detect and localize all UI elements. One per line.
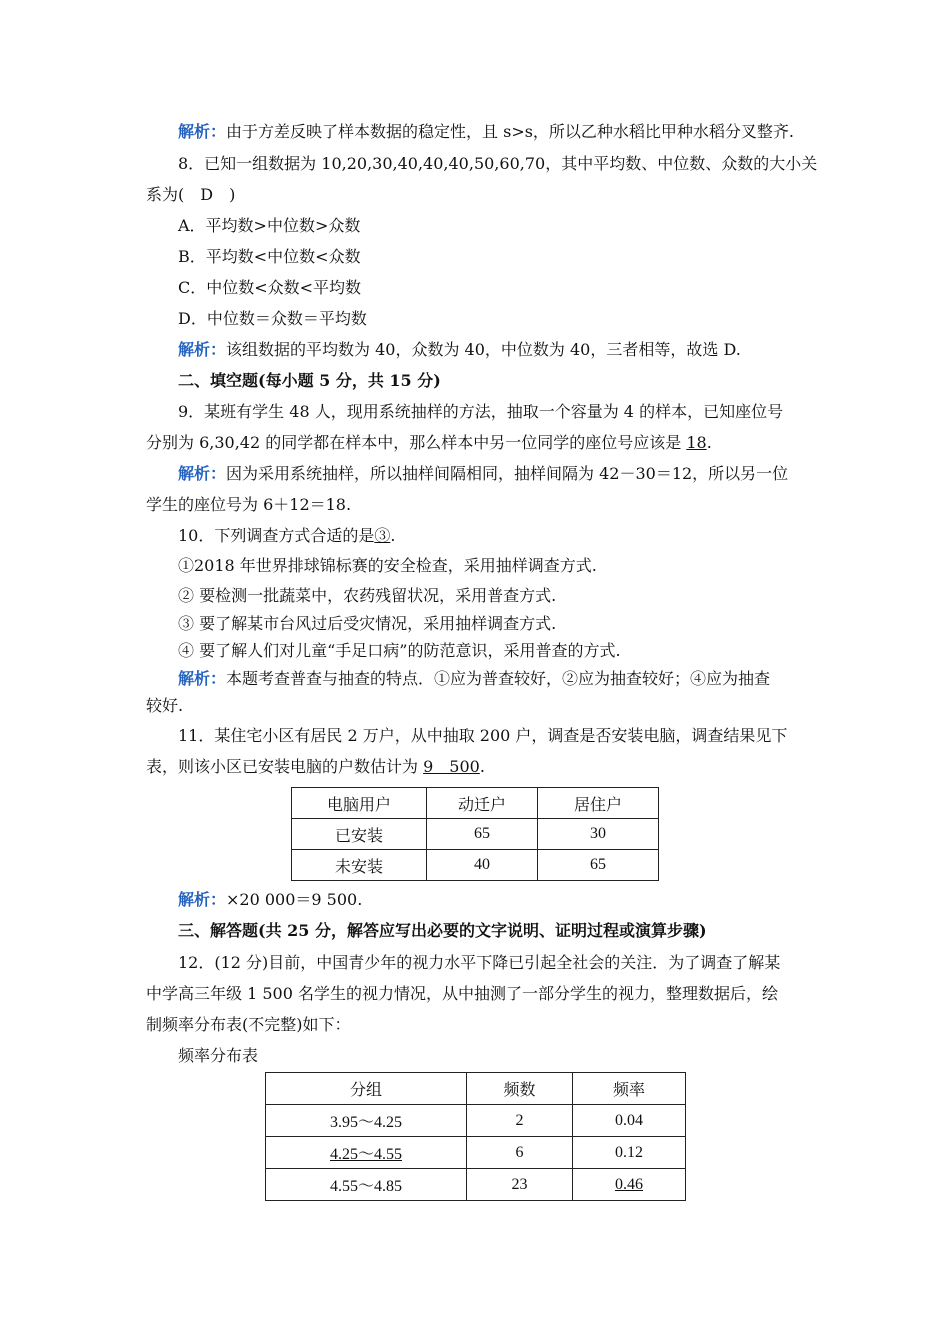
table-header-cell: 电脑用户 [292,788,427,819]
table-header-cell: 频数 [467,1073,573,1105]
table-cell: 6 [467,1137,573,1169]
analysis-text: 该组数据的平均数为 40，众数为 40，中位数为 40，三者相等，故选 D. [226,340,741,359]
analysis-text: 因为采用系统抽样，所以抽样间隔相同，抽样间隔为 42－30＝12，所以另一位 [226,464,789,483]
analysis-text: ×20 000＝9 500. [226,890,363,909]
q8-stem-line2: 系为( D ) [146,185,236,204]
q10-answer: ③ [374,526,391,545]
table-row [266,1137,686,1169]
q9-analysis-line1 [178,463,838,485]
q11-line2-text: 表，则该小区已安装电脑的户数估计为 [146,757,424,776]
analysis-label: 解析： [178,122,227,141]
table-cell [573,1169,686,1201]
table-header-cell: 频率 [573,1073,686,1105]
q8-option-c: C．中位数<众数<平均数 [178,278,362,297]
q8-option-a: A．平均数>中位数>众数 [178,216,361,235]
q8-stem-line1: 8．已知一组数据为 10,20,30,40,40,40,50,60,70，其中平均数、中位数、众数的大小关 [178,154,818,173]
q9-line2-text: 分别为 6,30,42 的同学都在样本中，那么样本中另一位同学的座位号应该是 [146,433,687,452]
q8-option-d: D．中位数＝众数＝平均数 [178,309,367,328]
q11-answer: 9 500 [423,757,480,776]
table-row [292,850,659,881]
table-cell: 3.95～4.25 [266,1105,467,1137]
group-answer: 4.25～4.55 [329,1146,402,1163]
section-2-title: 二、填空题(每小题 5 分，共 15 分) [178,371,441,390]
table-cell: 30 [538,819,659,850]
q10-stem-text: 10．下列调查方式合适的是 [178,526,375,545]
q8-option-b: B．平均数<中位数<众数 [178,247,361,266]
q11-line2 [146,756,806,778]
table-row [266,1169,686,1201]
table-cell: 65 [427,819,538,850]
table-header-cell: 居住户 [538,788,659,819]
q10-analysis-line2: 较好. [146,696,184,715]
table-header-row [266,1073,686,1105]
analysis-label: 解析： [178,890,227,909]
analysis-text: 由于方差反映了样本数据的稳定性，且 s>s，所以乙种水稻比甲种水稻分叉整齐. [226,122,795,141]
analysis-label: 解析： [178,669,227,688]
q12-line3: 制频率分布表(不完整)如下： [146,1015,351,1034]
q11-analysis [178,889,838,911]
q7-analysis [178,121,838,143]
q9-line1: 9．某班有学生 48 人，现用系统抽样的方法，抽取一个容量为 4 的样本，已知座位号 [178,402,784,421]
q10-item-3: ③ 要了解某市台风过后受灾情况，采用抽样调查方式. [178,614,557,633]
table-cell: 40 [427,850,538,881]
frequency-answer: 0.46 [615,1175,643,1193]
analysis-label: 解析： [178,464,227,483]
table-cell: 23 [467,1169,573,1201]
analysis-label: 解析： [178,340,227,359]
frequency-distribution-table [265,1072,686,1201]
table-row [292,819,659,850]
q10-item-2: ② 要检测一批蔬菜中，农药残留状况，采用普查方式. [178,586,557,605]
q10-analysis-line1 [178,668,838,690]
table-cell [266,1137,467,1169]
table-cell: 0.12 [573,1137,686,1169]
table-cell: 0.04 [573,1105,686,1137]
q9-line2 [146,432,806,454]
analysis-text: 本题考查普查与抽查的特点．①应为普查较好，②应为抽查较好；④应为抽查 [226,669,771,688]
q9-answer: 18 [686,433,707,452]
q10-item-4: ④ 要了解人们对儿童“手足口病”的防范意识，采用普查的方式. [178,641,621,660]
q9-analysis-line2: 学生的座位号为 6＋12＝18. [146,495,352,514]
table-cell: 已安装 [292,819,427,850]
section-3-title: 三、解答题(共 25 分，解答应写出必要的文字说明、证明过程或演算步骤) [178,921,707,940]
q12-line2: 中学高三年级 1 500 名学生的视力情况，从中抽测了一部分学生的视力，整理数据后，绘 [146,984,778,1003]
q10-stem [178,525,838,547]
table-cell: 4.55～4.85 [266,1169,467,1201]
q8-analysis [178,339,838,361]
q11-line2-end: . [479,757,485,776]
table-header-cell: 分组 [266,1073,467,1105]
q11-line1: 11．某住宅小区有居民 2 万户，从中抽取 200 户，调查是否安装电脑，调查结果见下 [178,726,788,745]
table-row [266,1105,686,1137]
q9-line2-end: . [706,433,712,452]
table-cell: 65 [538,850,659,881]
q12-line1: 12．(12 分)目前，中国青少年的视力水平下降已引起全社会的关注．为了调查了解某 [178,953,781,972]
computer-users-table [291,787,659,881]
table-cell: 2 [467,1105,573,1137]
table-header-cell: 动迁户 [427,788,538,819]
q10-stem-end: . [390,526,396,545]
frequency-table-title: 频率分布表 [178,1046,259,1065]
q10-item-1: ①2018 年世界排球锦标赛的安全检查，采用抽样调查方式. [178,556,597,575]
table-header-row [292,788,659,819]
table-cell: 未安装 [292,850,427,881]
